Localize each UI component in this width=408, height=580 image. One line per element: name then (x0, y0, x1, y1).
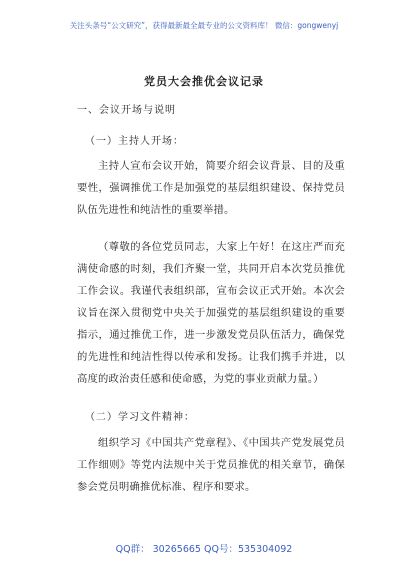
document-title: 党员大会推优会议记录 (144, 75, 264, 88)
paragraph-3: 组织学习《中国共产党章程》、《中国共产党发展党员工作细则》等党内法规中关于党员推优的相关章节，确保参会党员明确推优标准、程序和要求。 (77, 437, 345, 493)
subsection-heading-1: （一）主持人开场： (85, 136, 184, 147)
paragraph-2: （尊敬的各位党员同志，大家上午好！在这庄严而充满使命感的时刻，我们齐聚一堂，共同开启本次党员推优工作会议。我谨代表组织部，宣布会议正式开始。本次会议旨在深入贯彻党中央关于加强党的基层组织建设的重要指示，通过推优工作，进一步激发党员队伍活力，确保党的先进性和纯洁性得以传承和发扬。让我们携手并进，以高度的政治责任感和使命感，为党的事业贡献力量。） (77, 241, 345, 385)
section-heading-1: 一、会议开场与说明 (77, 105, 176, 116)
footer-note: QQ群： 30265665 QQ号：535304092 (115, 544, 293, 555)
header-note: 关注头条号“公文研究”，获得最新最全最专业的公文资料库！ 微信：gongwenyj (69, 21, 339, 30)
subsection-heading-2: （二）学习文件精神： (85, 412, 195, 423)
paragraph-1: 主持人宣布会议开始，简要介绍会议背景、目的及重要性，强调推优工作是加强党的基层组织建设、保持党员队伍先进性和纯洁性的重要举措。 (77, 160, 345, 216)
